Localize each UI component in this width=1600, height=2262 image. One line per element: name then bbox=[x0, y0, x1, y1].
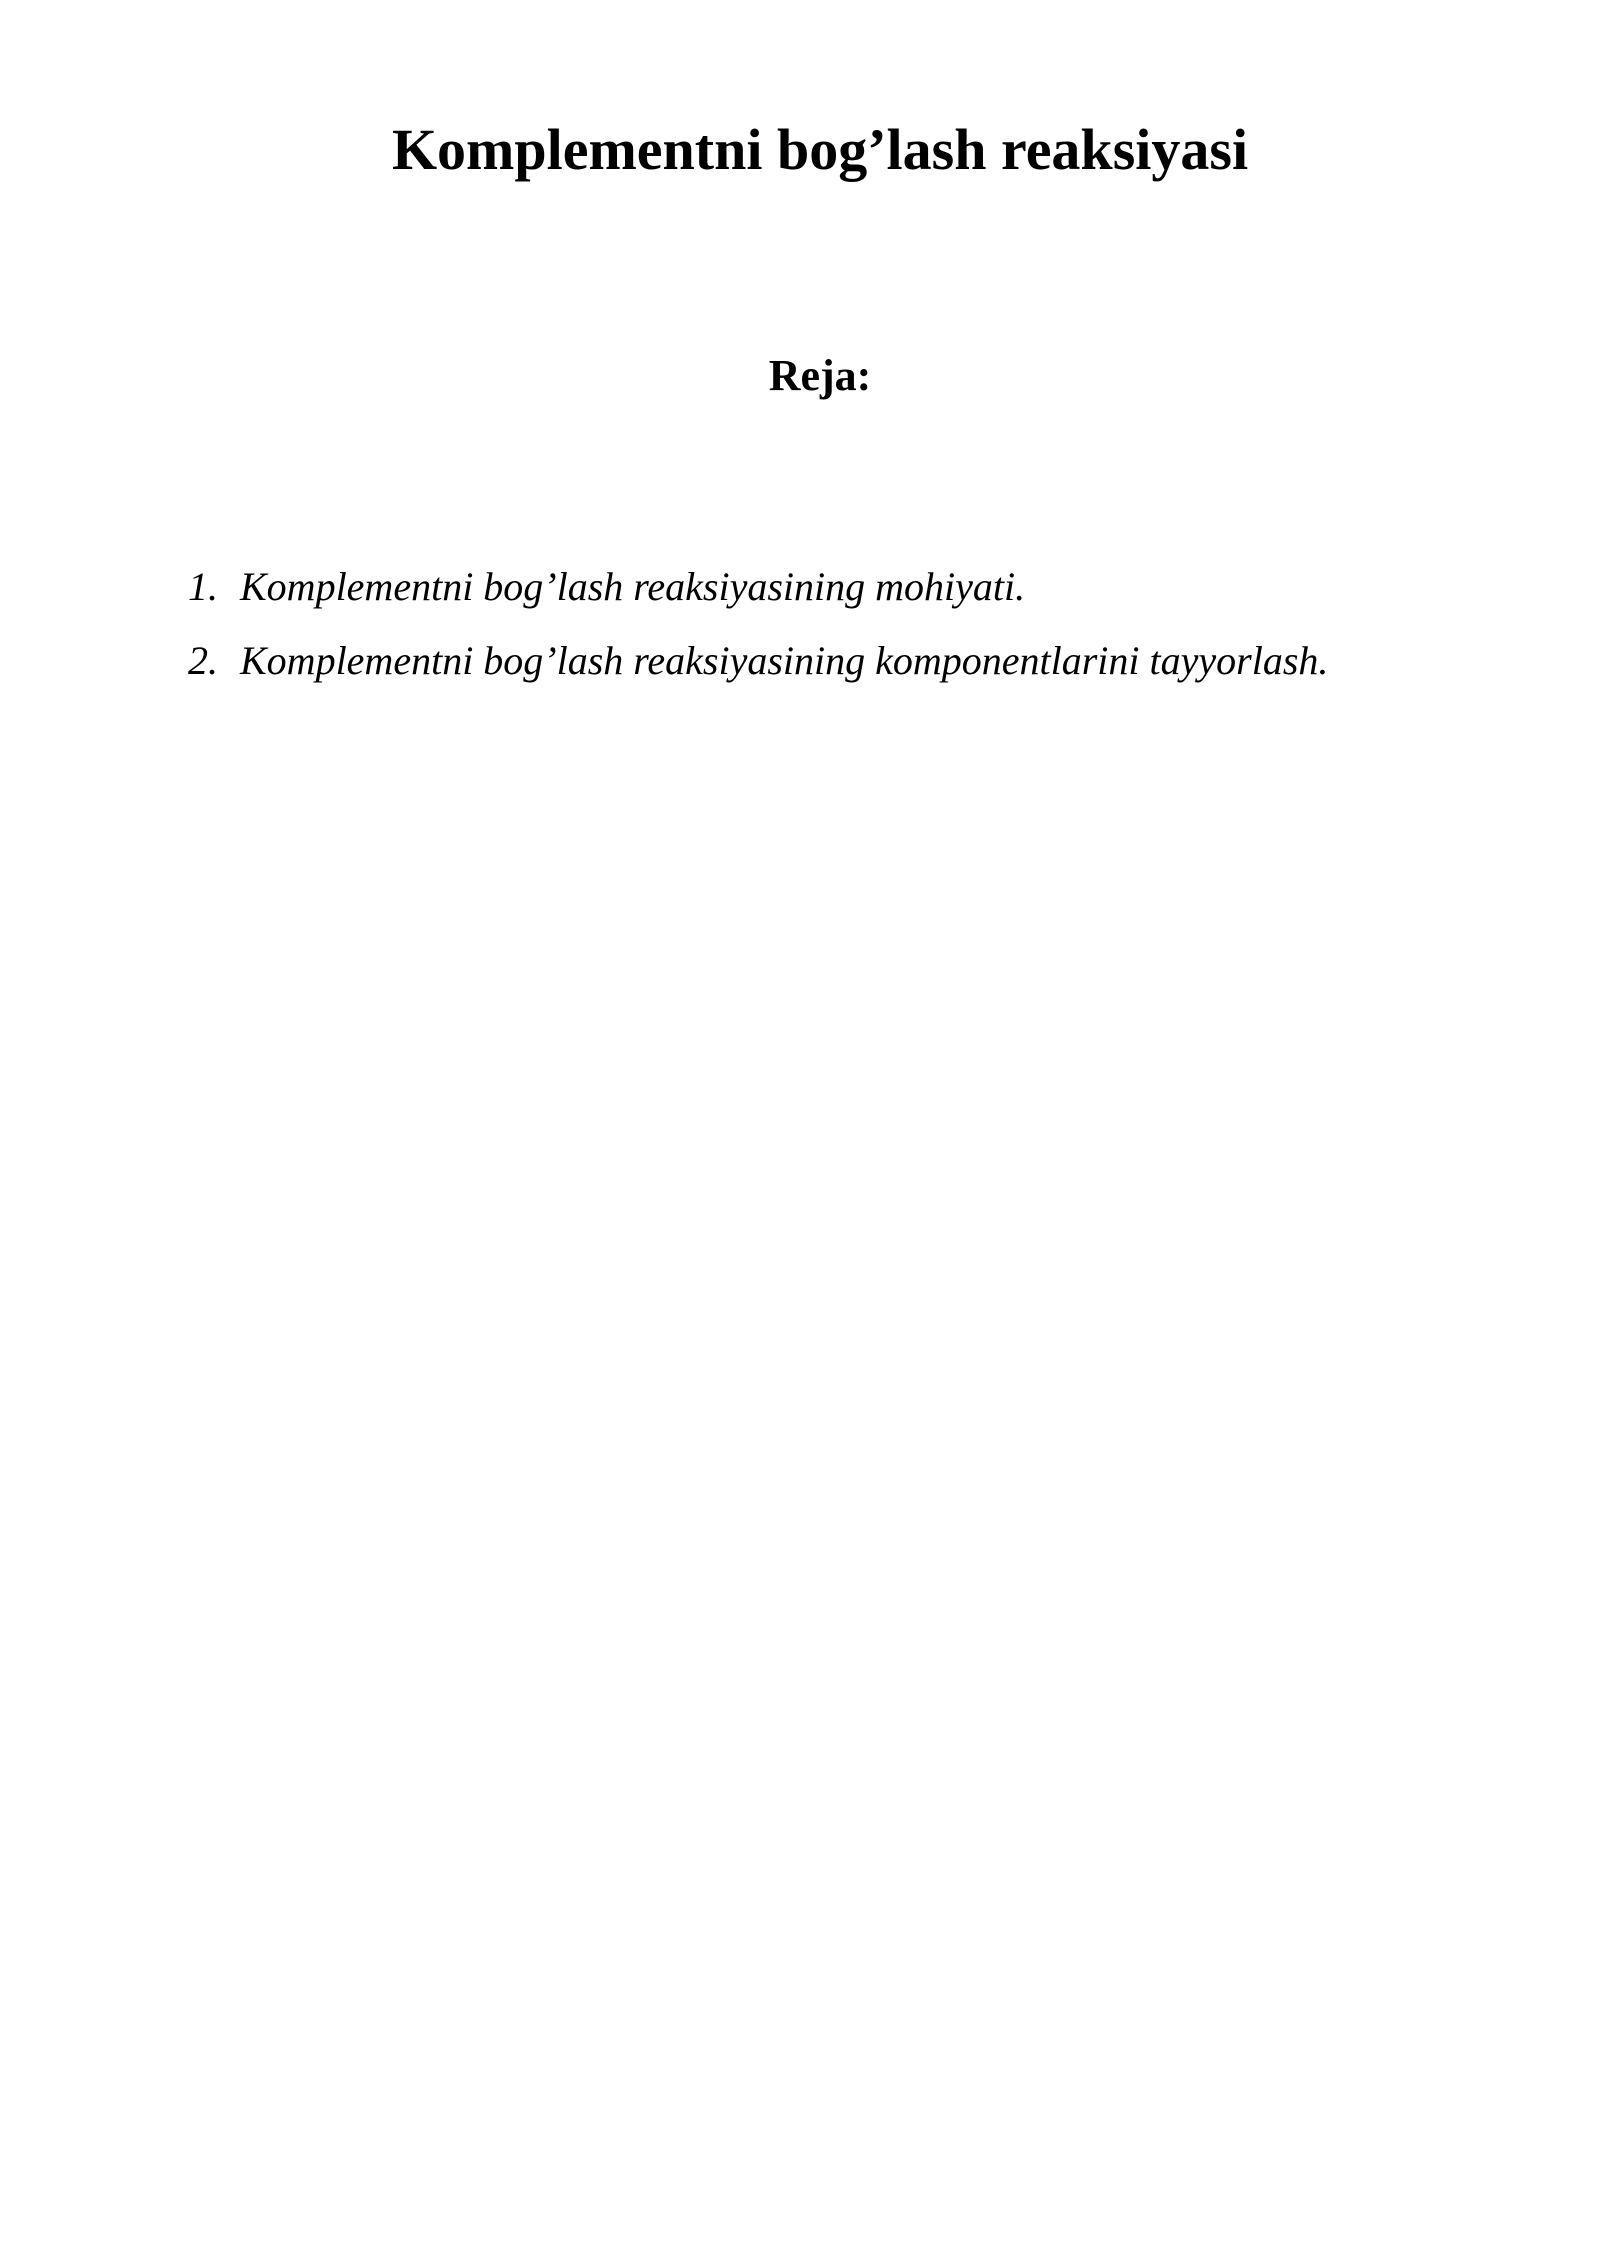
list-item-text: Komplementni bog’lash reaksiyasining komponentlarini tayyorlash. bbox=[240, 638, 1329, 683]
list-item-number: 2. bbox=[188, 638, 218, 683]
plan-heading: Reja: bbox=[768, 351, 872, 400]
list-item-number: 1. bbox=[188, 564, 218, 609]
plan-list bbox=[188, 562, 1488, 710]
list-item-text: Komplementni bog’lash reaksiyasining mohiyati. bbox=[240, 564, 1026, 609]
list-item bbox=[188, 562, 1488, 612]
list-item bbox=[188, 636, 1488, 686]
document-title: Komplementni bog’lash reaksiyasi bbox=[391, 117, 1249, 182]
